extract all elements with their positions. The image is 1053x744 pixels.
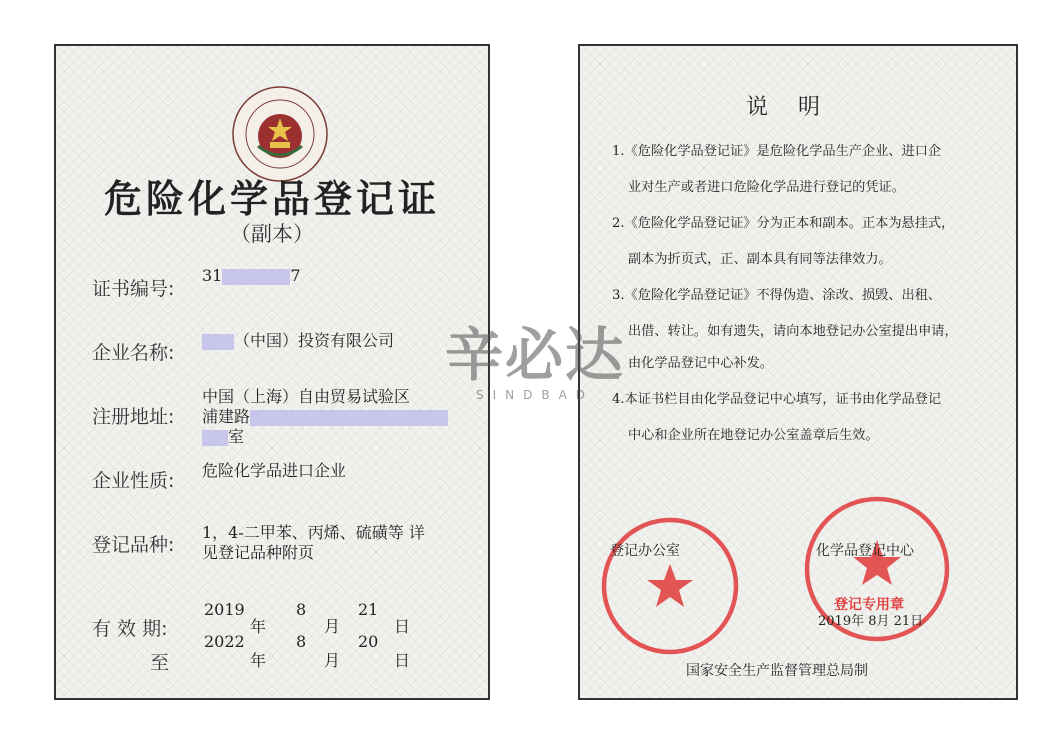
nature-value: 危险化学品进口企业: [202, 461, 347, 480]
cert-no-label: 证书编号:: [92, 278, 175, 300]
watermark-en: SINDBAD: [475, 388, 595, 402]
certificate-subtitle: （副本）: [230, 222, 314, 246]
validity-label: 有 效 期:: [92, 618, 168, 640]
valid-to-day: 20: [358, 632, 379, 651]
watermark-cn: 辛必达: [444, 321, 625, 389]
note-3-line-2: 出借、转让。如有遗失，请向本地登记办公室提出申请，: [628, 324, 958, 339]
valid-from-month-unit: 月: [324, 617, 341, 636]
valid-from-day-unit: 日: [394, 617, 411, 636]
nature-label: 企业性质:: [92, 470, 175, 492]
redaction: [222, 269, 290, 285]
valid-to-year-unit: 年: [250, 651, 267, 670]
note-4-line-1: 4.本证书栏目由化学品登记中心填写，证书由化学品登记: [612, 392, 942, 407]
company-value: （中国）投资有限公司: [202, 328, 394, 351]
seal-stamp-text: 登记专用章: [834, 597, 904, 613]
certificate-title: 危险化学品登记证: [103, 177, 440, 221]
valid-from-year-unit: 年: [250, 617, 267, 636]
items-line2: 见登记品种附页: [202, 543, 315, 562]
items-label: 登记品种:: [92, 534, 175, 556]
note-3-line-3: 由化学品登记中心补发。: [628, 356, 774, 371]
valid-to-month-unit: 月: [324, 651, 341, 670]
sindbad-watermark: [415, 322, 655, 402]
validity-to-label: 至: [150, 652, 170, 674]
valid-to-month: 8: [296, 632, 307, 651]
redaction: [202, 430, 228, 446]
note-1-line-2: 业对生产或者进口危险化学品进行登记的凭证。: [628, 180, 905, 195]
address-line2: 浦建路: [202, 404, 448, 427]
note-3-line-1: 3.《危险化学品登记证》不得伪造、涂改、损毁、出租、: [612, 288, 942, 303]
cert-no-value: 31 7: [202, 266, 301, 285]
valid-to-day-unit: 日: [394, 651, 411, 670]
valid-to-year: 2022: [204, 632, 245, 651]
note-1-line-1: 1.《危险化学品登记证》是危险化学品生产企业、进口企: [612, 144, 942, 159]
note-2-line-1: 2.《危险化学品登记证》分为正本和副本。正本为悬挂式，: [612, 216, 955, 231]
office-label: 登记办公室: [610, 543, 680, 559]
valid-from-year: 2019: [204, 600, 245, 619]
address-line3: 室: [202, 424, 244, 447]
sign-date: 2019年 8月 21日: [818, 614, 924, 629]
note-4-line-2: 中心和企业所在地登记办公室盖章后生效。: [628, 428, 879, 443]
redaction: [202, 334, 234, 350]
redaction: [250, 410, 448, 426]
valid-from-day: 21: [358, 600, 379, 619]
note-2-line-2: 副本为折页式，正、副本具有同等法律效力。: [628, 252, 892, 267]
center-label: 化学品登记中心: [816, 543, 914, 559]
address-label: 注册地址:: [92, 406, 175, 428]
company-label: 企业名称:: [92, 342, 175, 364]
instructions-title: 说明: [745, 95, 850, 120]
issuer-footer: 国家安全生产监督管理总局制: [686, 663, 868, 679]
valid-from-month: 8: [296, 600, 307, 619]
items-line1: 1，4-二甲苯、丙烯、硫磺等 详: [202, 523, 425, 542]
registration-office-seal: [598, 514, 742, 658]
address-line1: 中国（上海）自由贸易试验区: [202, 387, 411, 406]
